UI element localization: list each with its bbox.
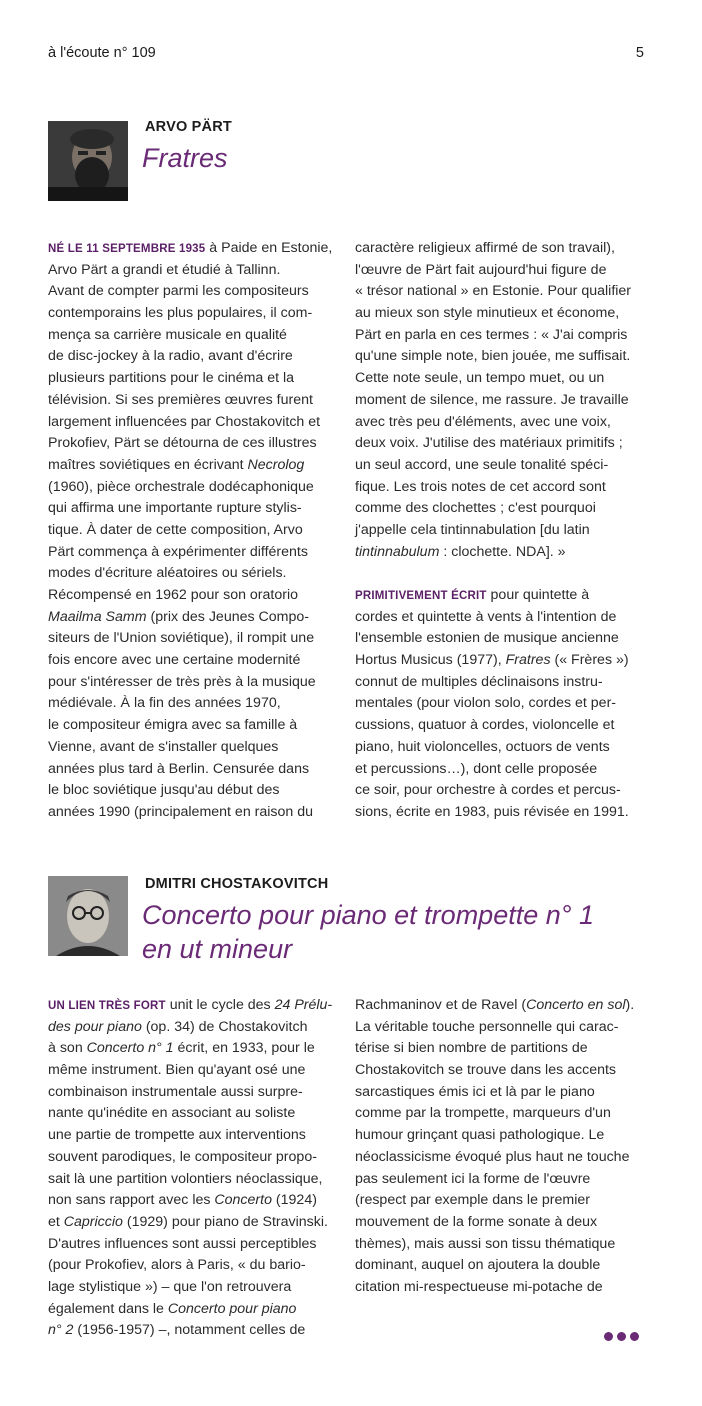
text-run: (prix des Jeunes Compo- [146, 608, 309, 625]
text-run: La véritable touche personnelle qui carac- [355, 1018, 619, 1035]
text-line [355, 995, 645, 1017]
text-line [355, 1038, 645, 1060]
text-run: pas seulement ici la forme de l'œuvre [355, 1170, 591, 1187]
text-run: (1924) [271, 1192, 317, 1209]
text-run: sarcastiques émis ici et là par le piano [355, 1083, 595, 1100]
text-line [48, 1190, 338, 1212]
text-run: non sans rapport avec les [48, 1192, 215, 1209]
text-run: humour grinçant quasi pathologique. Le [355, 1127, 605, 1144]
text-line [48, 542, 338, 564]
text-run: fique. Les trois notes de cet accord sont [355, 478, 606, 495]
text-run: mentales (pour violon solo, cordes et per- [355, 695, 617, 712]
text-line [48, 412, 338, 434]
text-run: térise si bien nombre de partitions de [355, 1040, 588, 1057]
text-run: ). [625, 997, 635, 1013]
text-run: Arvo Pärt a grandi et étudié à Tallinn. [48, 261, 281, 278]
portrait-photo-icon [48, 121, 128, 201]
text-line [48, 1147, 338, 1169]
text-line [48, 1277, 338, 1299]
text-run: deux voix. J'utilise des matériaux primitifs ; [355, 435, 623, 452]
text-line [48, 1017, 338, 1039]
text-line [355, 1190, 645, 1212]
work-title-line-2: en ut mineur [142, 934, 293, 964]
text-line [355, 520, 645, 542]
publication-issue: à l'écoute n° 109 [48, 45, 156, 61]
text-run: (op. 34) de Chostakovitch [141, 1018, 308, 1035]
text-run: ce soir, pour orchestre à cordes et percus- [355, 782, 621, 799]
text-line [48, 607, 338, 629]
text-run: qui affirma une importante rupture stylis- [48, 500, 302, 517]
text-line [355, 260, 645, 282]
italic-run: Capriccio [63, 1213, 123, 1230]
text-run: unit le cycle des [165, 997, 275, 1013]
text-run: l'œuvre de Pärt fait aujourd'hui figure de [355, 261, 607, 278]
text-line [48, 780, 338, 802]
text-run: même instrument. Bien qu'ayant osé une [48, 1062, 306, 1079]
text-run: (1956-1957) –, notamment celles de [73, 1322, 306, 1339]
italic-run: Fratres [505, 652, 551, 669]
text-run: connut de multiples déclinaisons instru- [355, 673, 603, 690]
paragraph-gap [355, 563, 645, 585]
text-run: écrit, en 1933, pour le [173, 1040, 315, 1057]
text-run: le compositeur émigra avec sa famille à [48, 717, 298, 734]
text-line [355, 412, 645, 434]
text-line [355, 672, 645, 694]
text-run: également dans le [48, 1300, 168, 1317]
text-line [48, 1234, 338, 1256]
text-run: souvent parodiques, le compositeur propo- [48, 1148, 317, 1165]
text-line [355, 737, 645, 759]
text-run: Récompensé en 1962 pour son oratorio [48, 587, 299, 603]
continue-dots-icon [604, 1328, 644, 1340]
text-run: dominant, auquel on ajoutera la double [355, 1257, 601, 1274]
text-line [48, 737, 338, 759]
text-run: cussions, quatuor à cordes, violoncelle et [355, 717, 615, 734]
text-line [355, 780, 645, 802]
page-number: 5 [635, 45, 644, 61]
text-line [48, 1038, 338, 1060]
italic-run: Maailma Samm [48, 608, 147, 625]
text-run: l'ensemble estonien de musique ancienne [355, 630, 619, 647]
text-line [355, 1255, 645, 1277]
text-run: maîtres soviétiques en écrivant [48, 456, 248, 473]
text-line [355, 498, 645, 520]
text-run: qu'une simple note, bien jouée, me suffisait. [355, 348, 631, 365]
text-line [48, 715, 338, 737]
text-line [48, 1320, 338, 1342]
text-line [48, 1082, 338, 1104]
italic-run: n° 2 [48, 1322, 74, 1339]
text-line [48, 1125, 338, 1147]
text-run: caractère religieux affirmé de son travail), [355, 240, 615, 256]
text-run: combinaison instrumentale aussi surpre- [48, 1083, 303, 1100]
text-run: j'appelle cela tintinnabulation [du latin [355, 521, 590, 538]
text-line [355, 390, 645, 412]
text-run: Chostakovitch se trouve dans les accents [355, 1062, 617, 1079]
text-line [355, 455, 645, 477]
text-line [48, 1212, 338, 1234]
text-line [355, 1103, 645, 1125]
text-run: contemporains les plus populaires, il com- [48, 305, 313, 322]
lead-in: UN LIEN TRÈS FORT [48, 1000, 166, 1012]
text-line [355, 1234, 645, 1256]
text-line [355, 303, 645, 325]
text-line [355, 1082, 645, 1104]
italic-run: Necrolog [247, 456, 305, 473]
text-run: (« Frères ») [550, 652, 629, 669]
text-run: cordes et quintette à vents à l'intention de [355, 608, 617, 625]
text-run: et percussions…), dont celle proposée [355, 760, 598, 777]
text-run: D'autres influences sont aussi perceptibles [48, 1235, 317, 1252]
text-run: Prokofiev, Pärt se détourna de ces illustres [48, 435, 317, 452]
portrait-photo-icon [48, 876, 128, 956]
text-line [48, 802, 338, 824]
text-run: néoclassicisme évoqué plus haut ne touche [355, 1148, 630, 1165]
text-line [355, 1125, 645, 1147]
text-run: (1929) pour piano de Stravinski. [122, 1213, 328, 1230]
text-line [48, 368, 338, 390]
text-run: mença sa carrière musicale en qualité [48, 326, 287, 343]
text-run: Rachmaninov et de Ravel ( [355, 997, 527, 1013]
text-run: au mieux son style minutieux et économe, [355, 305, 620, 322]
text-run: années plus tard à Berlin. Censurée dans [48, 760, 310, 777]
text-run: une partie de trompette aux interventions [48, 1127, 306, 1144]
text-line [48, 281, 338, 303]
text-column-right [355, 238, 645, 824]
text-run: pour s'intéresser de très près à la musique [48, 673, 316, 690]
text-line [48, 455, 338, 477]
text-line [355, 477, 645, 499]
text-line [355, 1277, 645, 1299]
text-line [355, 1169, 645, 1191]
text-run: de disc-jockey à la radio, avant d'écrire [48, 348, 293, 365]
text-line [355, 1212, 645, 1234]
text-line [48, 672, 338, 694]
text-run: à Paide en Estonie, [205, 240, 333, 256]
text-line [355, 368, 645, 390]
text-run: à son [48, 1040, 87, 1057]
text-line [355, 715, 645, 737]
work-title: Fratres [142, 143, 228, 173]
text-line [355, 650, 645, 672]
text-run: Vienne, avant de s'installer quelques [48, 738, 279, 755]
text-line [48, 238, 338, 260]
text-line [48, 1103, 338, 1125]
italic-run: 24 Prélu- [274, 997, 333, 1013]
text-run: Cette note seule, un tempo muet, ou un [355, 370, 605, 387]
text-line [48, 1255, 338, 1277]
lead-in: NÉ LE 11 SEPTEMBRE 1935 [48, 243, 206, 255]
text-run: Pärt commença à expérimenter différents [48, 543, 308, 560]
text-line [48, 520, 338, 542]
text-run: sait là une partition volontiers néoclassique, [48, 1170, 323, 1187]
composer-name: DMITRI CHOSTAKOVITCH [145, 876, 329, 892]
text-run: Pärt en parla en ces termes : « J'ai compris [355, 326, 628, 343]
text-line [48, 260, 338, 282]
text-line [355, 1147, 645, 1169]
text-run: Hortus Musicus (1977), [355, 652, 506, 669]
italic-run: tintinnabulum [355, 543, 440, 560]
text-column-left [48, 238, 338, 824]
italic-run: des pour piano [48, 1018, 142, 1035]
text-line [355, 585, 645, 607]
work-title-line-1: Concerto pour piano et trompette n° 1 [142, 900, 595, 930]
text-run: comme des clochettes ; c'est pourquoi [355, 500, 596, 517]
text-column-right [355, 995, 645, 1299]
text-line [48, 759, 338, 781]
text-line [48, 995, 338, 1017]
text-run: citation mi-respectueuse mi-potache de [355, 1278, 603, 1295]
text-line [48, 1299, 338, 1321]
text-run: mouvement de la forme sonate à deux [355, 1213, 598, 1230]
text-run: un seul accord, une seule tonalité spéci- [355, 456, 609, 473]
text-line [48, 498, 338, 520]
text-line [355, 802, 645, 824]
text-run: « trésor national » en Estonie. Pour qualifier [355, 283, 632, 300]
text-line [355, 238, 645, 260]
text-run: tique. À dater de cette composition, Arvo [48, 521, 303, 538]
text-line [48, 1169, 338, 1191]
text-run: plusieurs partitions pour le cinéma et la [48, 370, 295, 387]
text-column-left [48, 995, 338, 1342]
text-run: thèmes), mais aussi son tissu thématique [355, 1235, 616, 1252]
lead-in: PRIMITIVEMENT ÉCRIT [355, 590, 487, 602]
text-run: piano, huit violoncelles, octuors de vents [355, 738, 610, 755]
page-header [48, 45, 644, 65]
text-line [355, 325, 645, 347]
text-line [48, 1060, 338, 1082]
text-run: (respect par exemple dans le premier [355, 1192, 590, 1209]
italic-run: Concerto pour piano [167, 1300, 297, 1317]
text-line [355, 346, 645, 368]
text-line [48, 585, 338, 607]
text-run: Avant de compter parmi les compositeurs [48, 283, 309, 300]
text-run: nante qu'inédite en associant au soliste [48, 1105, 296, 1122]
text-run: années 1990 (principalement en raison du [48, 803, 314, 820]
text-line [355, 1060, 645, 1082]
text-run: : clochette. NDA]. » [439, 543, 566, 560]
text-line [355, 433, 645, 455]
text-line [48, 433, 338, 455]
text-run: télévision. Si ses premières œuvres furent [48, 391, 313, 408]
text-run: modes d'écriture aléatoires ou sériels. [48, 565, 287, 582]
italic-run: Concerto n° 1 [86, 1040, 174, 1057]
text-line [48, 325, 338, 347]
text-line [48, 563, 338, 585]
text-run: largement influencées par Chostakovitch et [48, 413, 321, 430]
text-line [48, 303, 338, 325]
text-line [355, 693, 645, 715]
text-line [355, 607, 645, 629]
composer-name: ARVO PÄRT [145, 119, 232, 135]
text-line [48, 693, 338, 715]
text-run: sions, écrite en 1983, puis révisée en 1991. [355, 803, 629, 820]
text-run: lage stylistique ») – que l'on retrouvera [48, 1278, 292, 1295]
text-line [355, 542, 645, 564]
text-run: médiévale. À la fin des années 1970, [48, 695, 281, 712]
text-line [48, 390, 338, 412]
text-line [355, 759, 645, 781]
text-run: et [48, 1213, 64, 1230]
text-run: fois encore avec une certaine modernité [48, 652, 301, 669]
text-line [48, 650, 338, 672]
text-run: (pour Prokofiev, alors à Paris, « du bario- [48, 1257, 306, 1274]
text-line [355, 1017, 645, 1039]
text-run: pour quintette à [486, 587, 590, 603]
text-run: avec très peu d'éléments, avec une voix, [355, 413, 611, 430]
text-line [355, 281, 645, 303]
text-line [48, 477, 338, 499]
text-run: comme par la trompette, marqueurs d'un [355, 1105, 611, 1122]
text-run: (1960), pièce orchestrale dodécaphonique [48, 478, 314, 495]
italic-run: Concerto [214, 1192, 272, 1209]
text-run: moment de silence, me rassure. Je travaille [355, 391, 629, 408]
text-line [48, 628, 338, 650]
italic-run: Concerto en sol [526, 997, 626, 1013]
text-line [355, 628, 645, 650]
text-run: siteurs de l'Union soviétique), il rompit une [48, 630, 315, 647]
text-run: le bloc soviétique jusqu'au début des [48, 782, 280, 799]
text-line [48, 346, 338, 368]
